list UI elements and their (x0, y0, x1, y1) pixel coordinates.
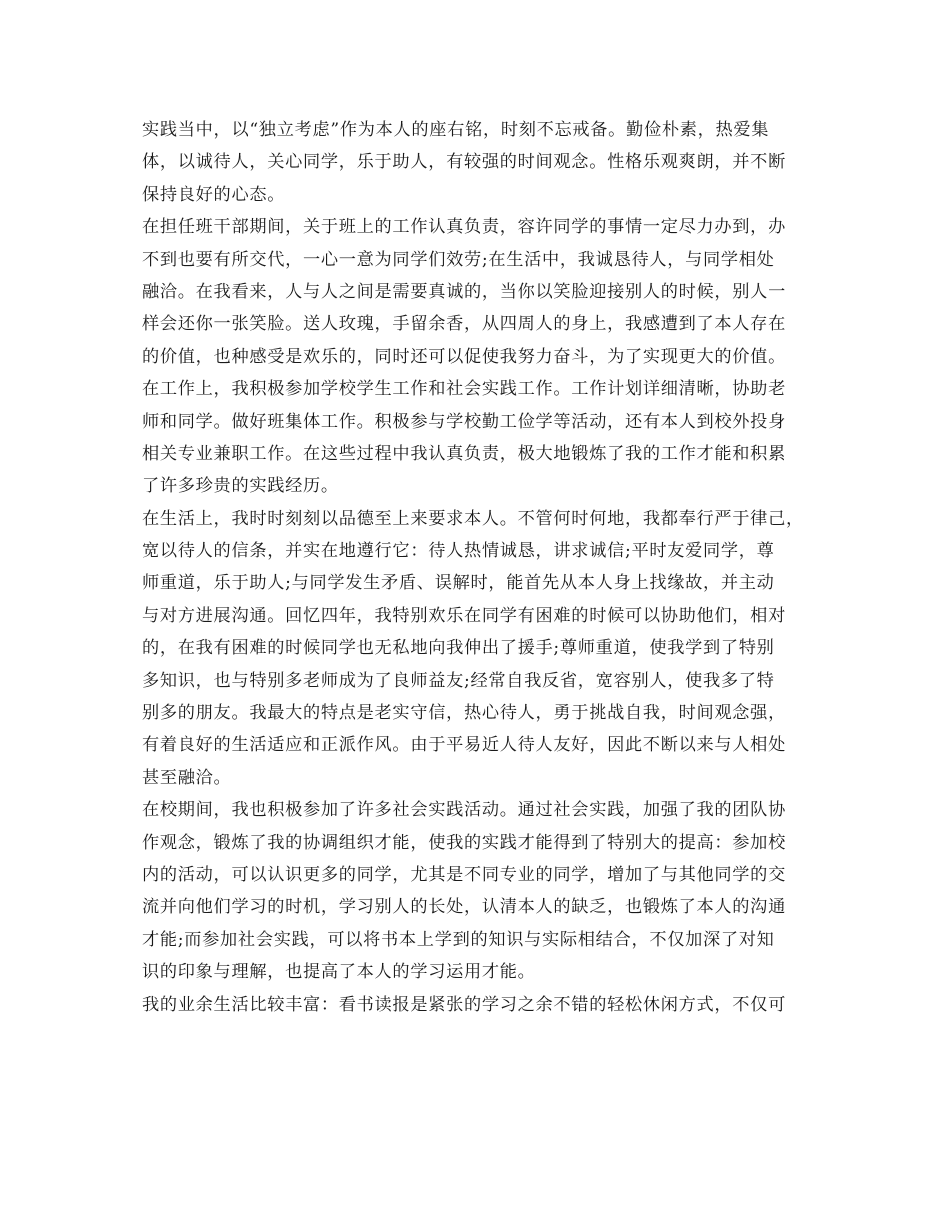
text-line: 了许多珍贵的实践经历。 (142, 476, 339, 497)
text-line: 有着良好的生活适应和正派作风。由于平易近人待人友好，因此不断以来与人相处 (142, 735, 786, 756)
text-line: 在校期间，我也积极参加了许多社会实践活动。通过社会实践，加强了我的团队协 (142, 800, 786, 821)
text-line: 内的活动，可以认识更多的同学，尤其是不同专业的同学，增加了与其他同学的交 (142, 864, 786, 885)
text-line: 师重道，乐于助人;与同学发生矛盾、误解时，能首先从本人身上找缘故，并主动 (142, 573, 775, 594)
text-line: 相关专业兼职工作。在这些过程中我认真负责，极大地锻炼了我的工作才能和积累 (142, 443, 786, 464)
text-line: 在生活上，我时时刻刻以品德至上来要求本人。不管何时何地，我都奉行严于律己， (142, 508, 804, 529)
text-line: 融洽。在我看来，人与人之间是需要真诚的，当你以笑脸迎接别人的时候，别人一 (142, 281, 786, 302)
text-line: 不到也要有所交代，一心一意为同学们效劳;在生活中，我诚恳待人，与同学相处 (142, 249, 775, 270)
text-line: 与对方进展沟通。回忆四年，我特别欢乐在同学有困难的时候可以协助他们，相对 (142, 605, 786, 626)
text-line: 甚至融洽。 (142, 767, 232, 788)
text-line: 在工作上，我积极参加学校学生工作和社会实践工作。工作计划详细清晰，协助老 (142, 379, 786, 400)
text-line: 在担任班干部期间，关于班上的工作认真负责，容许同学的事情一定尽力办到，办 (142, 217, 786, 238)
text-line: 才能;而参加社会实践，可以将书本上学到的知识与实际相结合，不仅加深了对知 (142, 929, 775, 950)
text-line: 多知识，也与特别多老师成为了良师益友;经常自我反省，宽容别人，使我多了特 (142, 670, 775, 691)
text-line: 作观念，锻炼了我的协调组织才能，使我的实践才能得到了特别大的提高：参加校 (142, 832, 786, 853)
text-line: 别多的朋友。我最大的特点是老实守信，热心待人，勇于挑战自我，时间观念强， (142, 703, 786, 724)
body-text (142, 114, 822, 1021)
text-line: 体，以诚待人，关心同学，乐于助人，有较强的时间观念。性格乐观爽朗，并不断 (142, 152, 786, 173)
text-line: 保持良好的心态。 (142, 184, 286, 205)
text-line: 实践当中，以“独立考虑”作为本人的座右铭，时刻不忘戒备。勤俭朴素，热爱集 (142, 120, 770, 140)
text-line: 识的印象与理解，也提高了本人的学习运用才能。 (142, 962, 536, 983)
text-line: 师和同学。做好班集体工作。积极参与学校勤工俭学等活动，还有本人到校外投身 (142, 411, 786, 432)
text-line: 的，在我有困难的时候同学也无私地向我伸出了援手;尊师重道，使我学到了特别 (142, 638, 775, 659)
text-line: 流并向他们学习的时机，学习别人的长处，认清本人的缺乏，也锻炼了本人的沟通 (142, 897, 786, 918)
text-line: 样会还你一张笑脸。送人玫瑰，手留余香，从四周人的身上，我感遭到了本人存在 (142, 314, 786, 335)
text-line: 宽以待人的信条，并实在地遵行它：待人热情诚恳，讲求诚信;平时友爱同学，尊 (142, 541, 775, 562)
text-line: 我的业余生活比较丰富：看书读报是紧张的学习之余不错的轻松休闲方式，不仅可 (142, 994, 786, 1015)
text-line: 的价值，也种感受是欢乐的，同时还可以促使我努力奋斗，为了实现更大的价值。 (142, 346, 786, 367)
